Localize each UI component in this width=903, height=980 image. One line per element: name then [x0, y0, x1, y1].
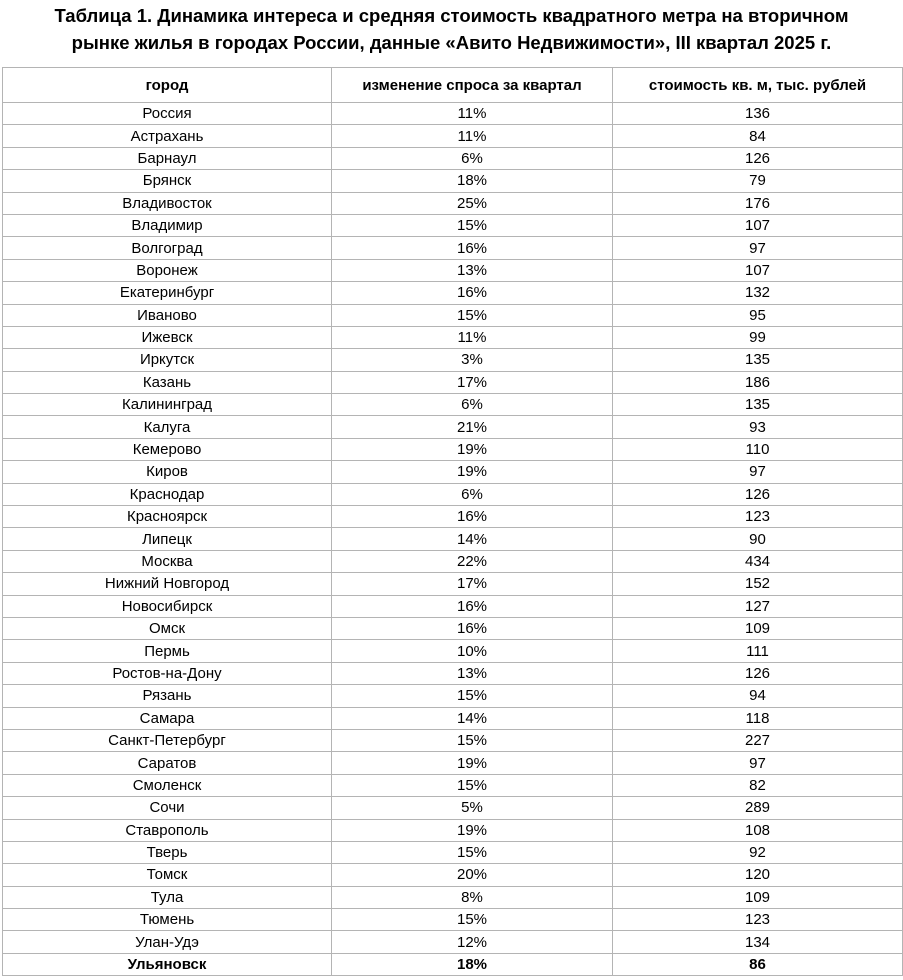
cell-price: 136: [613, 103, 903, 125]
table-row: [3, 909, 903, 931]
cell-price: 94: [613, 685, 903, 707]
cell-demand-change: 17%: [332, 573, 613, 595]
cell-demand-change: 21%: [332, 416, 613, 438]
table-row: [3, 326, 903, 348]
table-row: [3, 640, 903, 662]
table-row: [3, 394, 903, 416]
cell-price: 107: [613, 259, 903, 281]
cell-demand-change: 17%: [332, 371, 613, 393]
cell-price: 126: [613, 147, 903, 169]
cell-city: Нижний Новгород: [3, 573, 332, 595]
cell-demand-change: 14%: [332, 528, 613, 550]
cell-demand-change: 20%: [332, 864, 613, 886]
cell-price: 135: [613, 394, 903, 416]
table-row: [3, 506, 903, 528]
cell-price: 79: [613, 170, 903, 192]
cell-demand-change: 16%: [332, 595, 613, 617]
table-row: [3, 595, 903, 617]
cell-demand-change: 18%: [332, 170, 613, 192]
table-row: [3, 192, 903, 214]
cell-city: Красноярск: [3, 506, 332, 528]
cell-price: 97: [613, 752, 903, 774]
cell-demand-change: 15%: [332, 214, 613, 236]
table-row: [3, 729, 903, 751]
cell-city: Ульяновск: [3, 953, 332, 975]
header-city: город: [3, 68, 332, 103]
table-row: [3, 550, 903, 572]
table-row: [3, 282, 903, 304]
table-row: [3, 707, 903, 729]
table-row: [3, 125, 903, 147]
cell-city: Улан-Удэ: [3, 931, 332, 953]
table-row: [3, 528, 903, 550]
cell-city: Самара: [3, 707, 332, 729]
cell-city: Киров: [3, 461, 332, 483]
cell-price: 186: [613, 371, 903, 393]
table-row: [3, 259, 903, 281]
cell-demand-change: 15%: [332, 685, 613, 707]
title-line-1: Таблица 1. Динамика интереса и средняя стоимость квадратного метра на вторичном: [54, 5, 849, 26]
cell-price: 82: [613, 774, 903, 796]
cell-city: Саратов: [3, 752, 332, 774]
table-row: [3, 864, 903, 886]
cell-demand-change: 11%: [332, 103, 613, 125]
cell-demand-change: 8%: [332, 886, 613, 908]
cell-city: Калининград: [3, 394, 332, 416]
table-body: [3, 103, 903, 976]
cell-demand-change: 22%: [332, 550, 613, 572]
cell-demand-change: 12%: [332, 931, 613, 953]
cell-price: 107: [613, 214, 903, 236]
cell-city: Сочи: [3, 797, 332, 819]
cell-price: 123: [613, 506, 903, 528]
cell-demand-change: 6%: [332, 394, 613, 416]
cell-price: 97: [613, 237, 903, 259]
table-row: [3, 953, 903, 975]
table-row: [3, 371, 903, 393]
cell-price: 99: [613, 326, 903, 348]
cell-city: Екатеринбург: [3, 282, 332, 304]
table-row: [3, 304, 903, 326]
data-table: [2, 67, 903, 976]
table-row: [3, 237, 903, 259]
cell-demand-change: 5%: [332, 797, 613, 819]
cell-demand-change: 14%: [332, 707, 613, 729]
cell-city: Владивосток: [3, 192, 332, 214]
table-row: [3, 617, 903, 639]
table-row: [3, 662, 903, 684]
table-row: [3, 483, 903, 505]
cell-city: Смоленск: [3, 774, 332, 796]
cell-price: 120: [613, 864, 903, 886]
cell-demand-change: 6%: [332, 483, 613, 505]
cell-price: 109: [613, 617, 903, 639]
cell-city: Тюмень: [3, 909, 332, 931]
cell-city: Санкт-Петербург: [3, 729, 332, 751]
cell-price: 92: [613, 841, 903, 863]
header-price-per-sqm: стоимость кв. м, тыс. рублей: [613, 68, 903, 103]
cell-city: Омск: [3, 617, 332, 639]
table-header-row: [3, 68, 903, 103]
cell-city: Тула: [3, 886, 332, 908]
table-row: [3, 685, 903, 707]
cell-city: Пермь: [3, 640, 332, 662]
cell-price: 135: [613, 349, 903, 371]
table-row: [3, 170, 903, 192]
cell-price: 109: [613, 886, 903, 908]
table-row: [3, 752, 903, 774]
cell-price: 434: [613, 550, 903, 572]
cell-demand-change: 6%: [332, 147, 613, 169]
cell-city: Волгоград: [3, 237, 332, 259]
cell-price: 126: [613, 483, 903, 505]
cell-city: Россия: [3, 103, 332, 125]
cell-price: 132: [613, 282, 903, 304]
cell-demand-change: 15%: [332, 841, 613, 863]
cell-demand-change: 16%: [332, 282, 613, 304]
page-title: [0, 2, 903, 56]
cell-price: 111: [613, 640, 903, 662]
cell-city: Ростов-на-Дону: [3, 662, 332, 684]
cell-price: 123: [613, 909, 903, 931]
cell-city: Владимир: [3, 214, 332, 236]
cell-demand-change: 16%: [332, 617, 613, 639]
cell-price: 108: [613, 819, 903, 841]
table-row: [3, 438, 903, 460]
cell-demand-change: 15%: [332, 909, 613, 931]
cell-demand-change: 3%: [332, 349, 613, 371]
cell-demand-change: 11%: [332, 326, 613, 348]
cell-demand-change: 15%: [332, 729, 613, 751]
cell-city: Калуга: [3, 416, 332, 438]
table-row: [3, 103, 903, 125]
cell-price: 176: [613, 192, 903, 214]
cell-city: Барнаул: [3, 147, 332, 169]
cell-city: Ижевск: [3, 326, 332, 348]
cell-city: Томск: [3, 864, 332, 886]
cell-price: 90: [613, 528, 903, 550]
cell-demand-change: 19%: [332, 752, 613, 774]
title-line-2: рынке жилья в городах России, данные «Авито Недвижимости», III квартал 2025 г.: [71, 32, 832, 53]
cell-city: Москва: [3, 550, 332, 572]
cell-demand-change: 15%: [332, 774, 613, 796]
cell-city: Липецк: [3, 528, 332, 550]
cell-demand-change: 19%: [332, 461, 613, 483]
cell-price: 110: [613, 438, 903, 460]
cell-demand-change: 25%: [332, 192, 613, 214]
cell-city: Воронеж: [3, 259, 332, 281]
table-row: [3, 797, 903, 819]
table-row: [3, 147, 903, 169]
table-row: [3, 573, 903, 595]
cell-price: 134: [613, 931, 903, 953]
table-row: [3, 841, 903, 863]
cell-city: Тверь: [3, 841, 332, 863]
cell-demand-change: 16%: [332, 506, 613, 528]
cell-price: 126: [613, 662, 903, 684]
cell-price: 227: [613, 729, 903, 751]
cell-price: 152: [613, 573, 903, 595]
cell-city: Кемерово: [3, 438, 332, 460]
cell-demand-change: 19%: [332, 819, 613, 841]
cell-demand-change: 15%: [332, 304, 613, 326]
cell-city: Ставрополь: [3, 819, 332, 841]
cell-city: Брянск: [3, 170, 332, 192]
table-row: [3, 416, 903, 438]
cell-city: Новосибирск: [3, 595, 332, 617]
cell-demand-change: 19%: [332, 438, 613, 460]
cell-demand-change: 10%: [332, 640, 613, 662]
header-demand-change: изменение спроса за квартал: [332, 68, 613, 103]
cell-city: Краснодар: [3, 483, 332, 505]
cell-price: 84: [613, 125, 903, 147]
cell-city: Иркутск: [3, 349, 332, 371]
cell-price: 127: [613, 595, 903, 617]
cell-price: 118: [613, 707, 903, 729]
table-row: [3, 461, 903, 483]
cell-price: 86: [613, 953, 903, 975]
cell-city: Рязань: [3, 685, 332, 707]
cell-price: 97: [613, 461, 903, 483]
cell-demand-change: 18%: [332, 953, 613, 975]
cell-demand-change: 13%: [332, 662, 613, 684]
cell-city: Иваново: [3, 304, 332, 326]
table-row: [3, 214, 903, 236]
cell-price: 289: [613, 797, 903, 819]
cell-city: Казань: [3, 371, 332, 393]
cell-city: Астрахань: [3, 125, 332, 147]
cell-demand-change: 13%: [332, 259, 613, 281]
table-row: [3, 886, 903, 908]
table-row: [3, 819, 903, 841]
cell-demand-change: 16%: [332, 237, 613, 259]
cell-demand-change: 11%: [332, 125, 613, 147]
cell-price: 93: [613, 416, 903, 438]
cell-price: 95: [613, 304, 903, 326]
table-row: [3, 931, 903, 953]
table-row: [3, 349, 903, 371]
table-row: [3, 774, 903, 796]
